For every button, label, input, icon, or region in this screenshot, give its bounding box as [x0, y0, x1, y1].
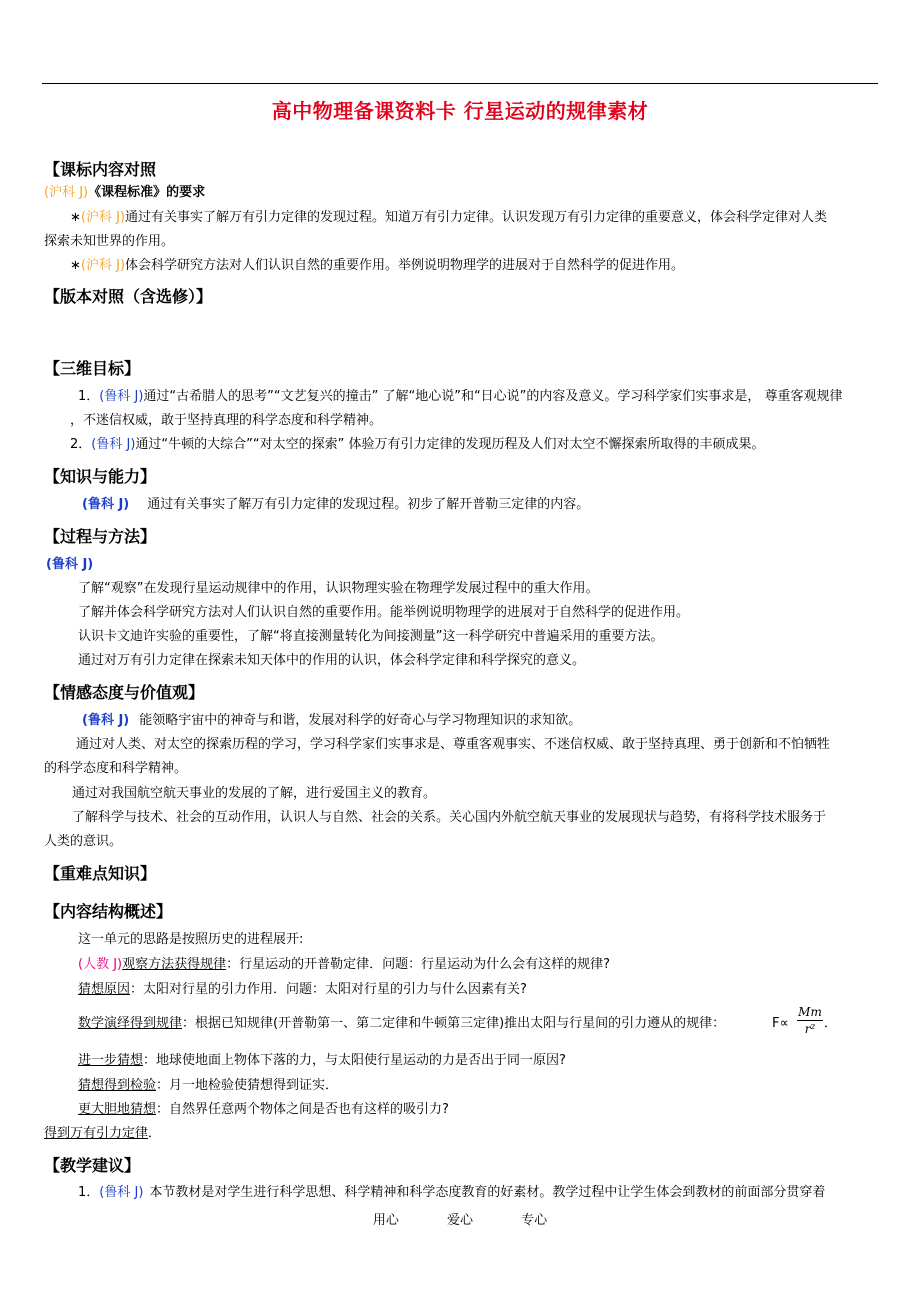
- gravity-formula-prefix: F∝: [772, 1016, 789, 1031]
- curriculum-item-2: ∗(沪科 J)体会科学研究方法对人们认识自然的重要作用。举例说明物理学的进展对于自然科学的促进作用。: [70, 258, 685, 273]
- heading-versions: 【版本对照（含选修）】: [44, 287, 213, 306]
- process-line-2: 了解并体会科学研究方法对人们认识自然的重要作用。能举例说明物理学的进展对于自然科学的促进作用。: [78, 605, 690, 620]
- knowledge-text: (鲁科 J) 通过有关事实了解万有引力定律的发现过程。初步了解开普勒三定律的内容。: [82, 497, 590, 512]
- heading-structure: 【内容结构概述】: [44, 902, 173, 921]
- structure-row-3: 数学演绎得到规律：根据已知规律(开普勒第一、第二定律和牛顿第三定律)推出太阳与行星间的引力遵从的规律：: [78, 1016, 726, 1031]
- goal-item-1: 1．(鲁科 J)通过“古希腊人的思考”“文艺复兴的撞击” 了解“地心说”和“日心说”的内容及意义。学习科学家们实事求是， 尊重客观规律: [78, 389, 843, 404]
- goal-item-1-cont: ，不迷信权威，敢于坚持真理的科学态度和科学精神。: [70, 413, 383, 428]
- header-rule: [42, 83, 878, 84]
- page-title: 高中物理备课资料卡 行星运动的规律素材: [271, 99, 649, 123]
- heading-teaching: 【教学建议】: [44, 1156, 141, 1175]
- structure-row-7: 得到万有引力定律．: [44, 1126, 162, 1141]
- footer-word: 用心: [372, 1213, 399, 1228]
- curriculum-subtitle: (沪科 J)《课程标准》的要求: [44, 185, 206, 200]
- attitude-line-1: (鲁科 J) 能领略宇宙中的神奇与和谐，发展对科学的好奇心与学习物理知识的求知欲。: [82, 713, 582, 728]
- heading-knowledge: 【知识与能力】: [44, 467, 157, 486]
- tag-huke: (沪科 J): [44, 185, 89, 200]
- structure-row-2: 猜想原因：太阳对行星的引力作用．问题：太阳对行星的引力与什么因素有关?: [78, 982, 527, 997]
- structure-row-5: 猜想得到检验：月一地检验使猜想得到证实．: [78, 1078, 339, 1093]
- structure-row-4: 进一步猜想：地球使地面上物体下落的力，与太阳使行星运动的力是否出于同一原因?: [78, 1053, 566, 1068]
- structure-row-1: (人教 J)观察方法获得规律：行星运动的开普勒定律．问题：行星运动为什么会有这样的规律?: [78, 957, 611, 972]
- process-tag: (鲁科 J): [46, 557, 94, 572]
- heading-key-points: 【重难点知识】: [44, 864, 157, 883]
- heading-attitude: 【情感态度与价值观】: [44, 683, 205, 702]
- attitude-line-3: 通过对我国航空航天事业的发展的了解，进行爱国主义的教育。: [72, 786, 437, 801]
- process-line-1: 了解“观察”在发现行星运动规律中的作用，认识物理实验在物理学发展过程中的重大作用。: [78, 581, 599, 596]
- heading-curriculum: 【课标内容对照: [44, 160, 157, 179]
- page-footer: [0, 1209, 920, 1228]
- attitude-line-2-cont: 的科学态度和科学精神。: [44, 761, 188, 776]
- process-line-3: 认识卡文迪许实验的重要性，了解“将直接测量转化为间接测量”这一科学研究中普遍采用的重要方法。: [78, 629, 664, 644]
- curriculum-item-1: ∗(沪科 J)通过有关事实了解万有引力定律的发现过程。知道万有引力定律。认识发现万有引力定律的重要意义，体会科学定律对人类: [70, 210, 828, 225]
- goal-item-2: 2．(鲁科 J)通过“牛顿的大综合”“对太空的探索” 体验万有引力定律的发现历程及人们对太空不懈探索所取得的丰硕成果。: [70, 437, 765, 452]
- footer-word: 爱心: [446, 1213, 473, 1228]
- process-line-4: 通过对万有引力定律在探索未知天体中的作用的认识，体会科学定律和科学探究的意义。: [78, 653, 586, 668]
- attitude-line-4: 了解科学与技术、社会的互动作用，认识人与自然、社会的关系。关心国内外航空航天事业的发展现状与趋势，有将科学技术服务于: [72, 810, 827, 825]
- gravity-formula-fraction: Mm r²: [798, 1005, 822, 1036]
- structure-intro: 这一单元的思路是按照历史的进程展开:: [78, 932, 304, 947]
- attitude-line-4-cont: 人类的意识。: [44, 834, 123, 849]
- attitude-line-2: 通过对人类、对太空的探索历程的学习，学习科学家们实事求是、尊重客观事实、不迷信权威、敢于坚持真理、勇于创新和不怕牺牲: [76, 737, 831, 752]
- curriculum-item-1-cont: 探索未知世界的作用。: [44, 234, 175, 249]
- heading-process: 【过程与方法】: [44, 527, 157, 546]
- teaching-item-1: 1．(鲁科 J) 本节教材是对学生进行科学思想、科学精神和科学态度教育的好素材。教学过程中让学生体会到教材的前面部分贯穿着: [78, 1185, 826, 1200]
- gravity-formula-suffix: ．: [824, 1016, 838, 1031]
- footer-word: 专心: [521, 1213, 548, 1228]
- heading-three-goals: 【三维目标】: [44, 359, 141, 378]
- structure-row-6: 更大胆地猜想：自然界任意两个物体之间是否也有这样的吸引力?: [78, 1102, 449, 1117]
